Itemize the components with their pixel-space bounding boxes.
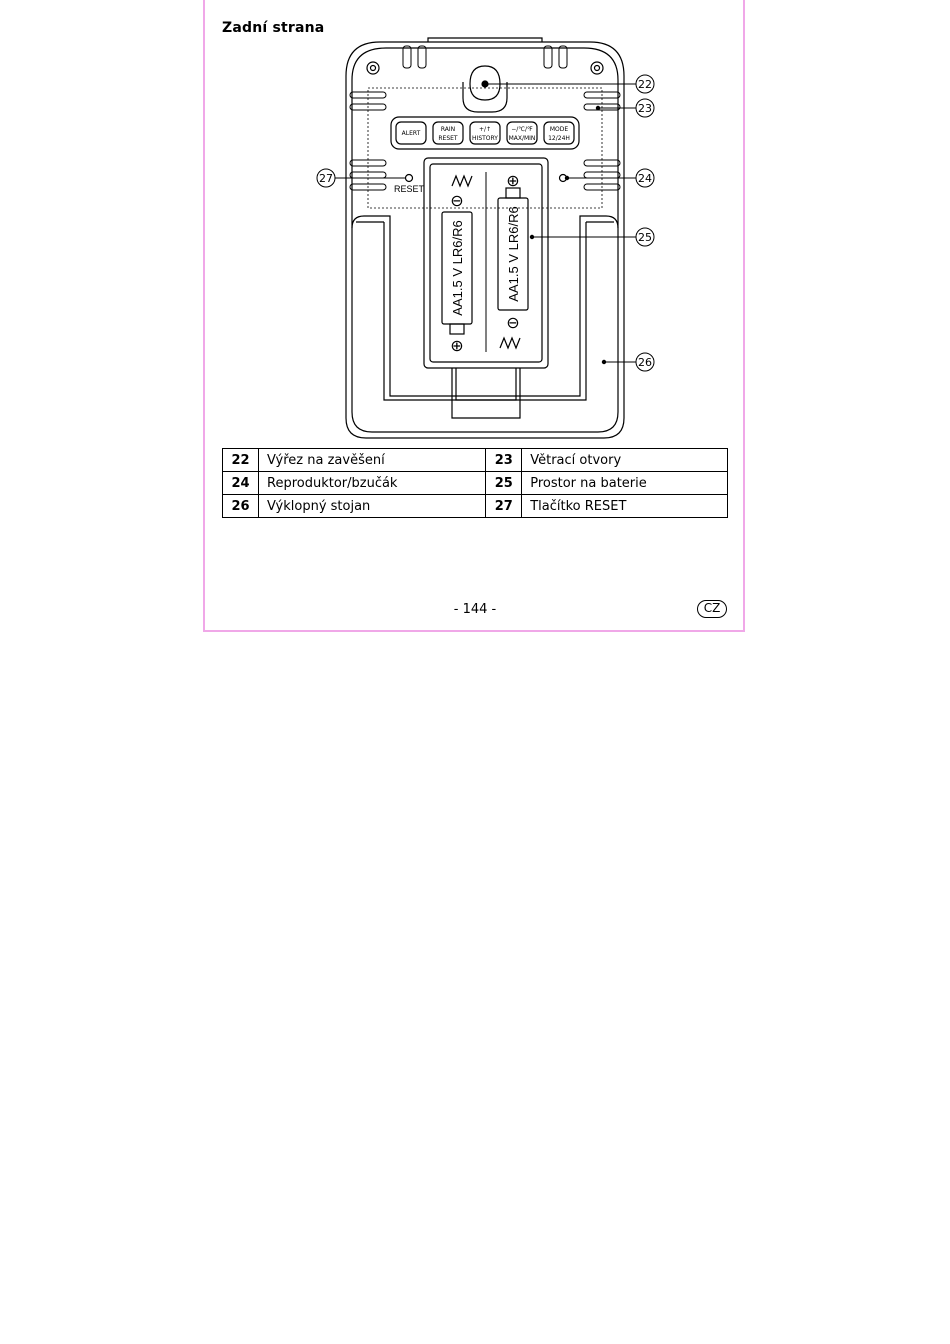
legend-num: 26 (223, 495, 259, 518)
callout-27: 27 (319, 172, 333, 185)
minus-symbol-1: ⊖ (450, 191, 464, 210)
button-3-label-top: +/↑ (478, 126, 492, 133)
legend-num: 27 (486, 495, 522, 518)
legend-text: Výklopný stojan (259, 495, 486, 518)
stand (352, 216, 618, 396)
device-back-diagram (0, 0, 950, 450)
page-number: - 144 - (453, 602, 497, 617)
button-4-label-top: −/℃/℉ (511, 126, 533, 133)
legend-table (222, 448, 728, 518)
legend-text: Výřez na zavěšení (259, 449, 486, 472)
device-housing (346, 42, 624, 438)
button-5-label-bottom: 12/24H (548, 135, 570, 142)
reset-hole (406, 175, 413, 182)
button-2-label-top: RAIN (440, 126, 456, 133)
reset-label: RESET (393, 184, 425, 194)
plus-symbol-1: ⊕ (450, 336, 464, 355)
button-3-label-bottom: HISTORY (472, 135, 498, 142)
legend-num: 25 (486, 472, 522, 495)
callout-23: 23 (638, 102, 652, 115)
legend-num: 22 (223, 449, 259, 472)
legend-text: Reproduktor/bzučák (259, 472, 486, 495)
legend-num: 24 (223, 472, 259, 495)
table-row (223, 495, 728, 518)
table-row (223, 472, 728, 495)
callout-24: 24 (638, 172, 652, 185)
section-title: Zadní strana (222, 20, 325, 36)
callout-26: 26 (638, 356, 652, 369)
table-row (223, 449, 728, 472)
legend-text: Tlačítko RESET (522, 495, 728, 518)
button-2-label-bottom: RESET (438, 135, 458, 142)
battery-2-label: AA1.5 V LR6/R6 (506, 206, 521, 302)
callout-22: 22 (638, 78, 652, 91)
battery-1-label: AA1.5 V LR6/R6 (450, 220, 465, 316)
legend-text: Větrací otvory (522, 449, 728, 472)
callout-25: 25 (638, 231, 652, 244)
legend-num: 23 (486, 449, 522, 472)
language-badge: CZ (697, 600, 727, 618)
button-5-label-top: MODE (549, 126, 569, 133)
button-4-label-bottom: MAX/MIN (508, 135, 536, 142)
button-1-label: ALERT (401, 130, 421, 137)
legend-text: Prostor na baterie (522, 472, 728, 495)
minus-symbol-2: ⊖ (506, 313, 520, 332)
plus-symbol-2: ⊕ (506, 171, 520, 190)
